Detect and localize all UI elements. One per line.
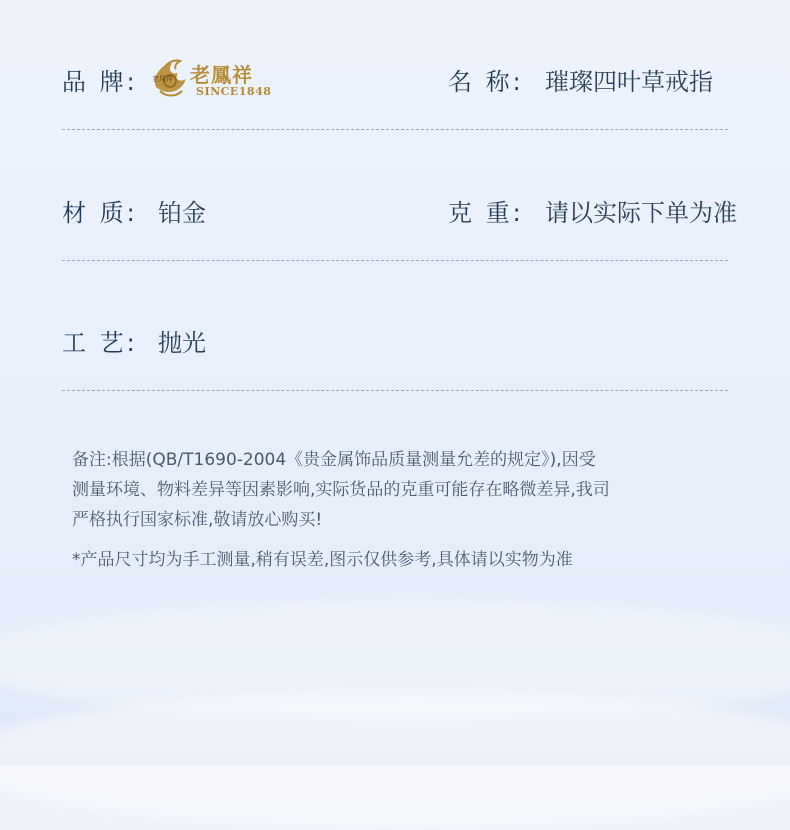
remark-line: 测量环境、物料差异等因素影响,实际货品的克重可能存在略微差异,我司	[72, 480, 610, 500]
logo-english-text: SINCE1848	[196, 85, 272, 98]
remark-line: 备注:根据(QB/T1690-2004《贵金属饰品质量测量允差的规定》),因受	[72, 450, 596, 470]
weight-label: 克 重:	[448, 199, 524, 227]
brand-label: 品 牌:	[62, 68, 138, 96]
spec-row-brand	[0, 62, 790, 102]
name-value: 璀璨四叶草戒指	[545, 68, 713, 96]
remark-line: 严格执行国家标准,敬请放心购买!	[72, 510, 323, 530]
craft-label: 工 艺:	[62, 329, 138, 357]
divider	[62, 390, 728, 391]
logo-small-text: 老凤祥	[152, 75, 173, 83]
craft-value: 抛光	[158, 329, 206, 357]
divider	[62, 260, 728, 261]
size-disclaimer: *产品尺寸均为手工测量,稍有误差,图示仅供参考,具体请以实物为准	[72, 550, 573, 570]
spec-row-craft	[0, 323, 790, 363]
material-value: 铂金	[158, 199, 206, 227]
name-label: 名 称:	[448, 68, 524, 96]
weight-value: 请以实际下单为准	[545, 199, 737, 227]
remark-text	[72, 445, 732, 535]
background-wave	[0, 690, 790, 830]
spec-row-material	[0, 193, 790, 233]
material-label: 材 质:	[62, 199, 138, 227]
brand-logo	[150, 57, 272, 101]
logo-chinese-text: 老鳳祥	[190, 63, 253, 87]
divider	[62, 129, 728, 130]
